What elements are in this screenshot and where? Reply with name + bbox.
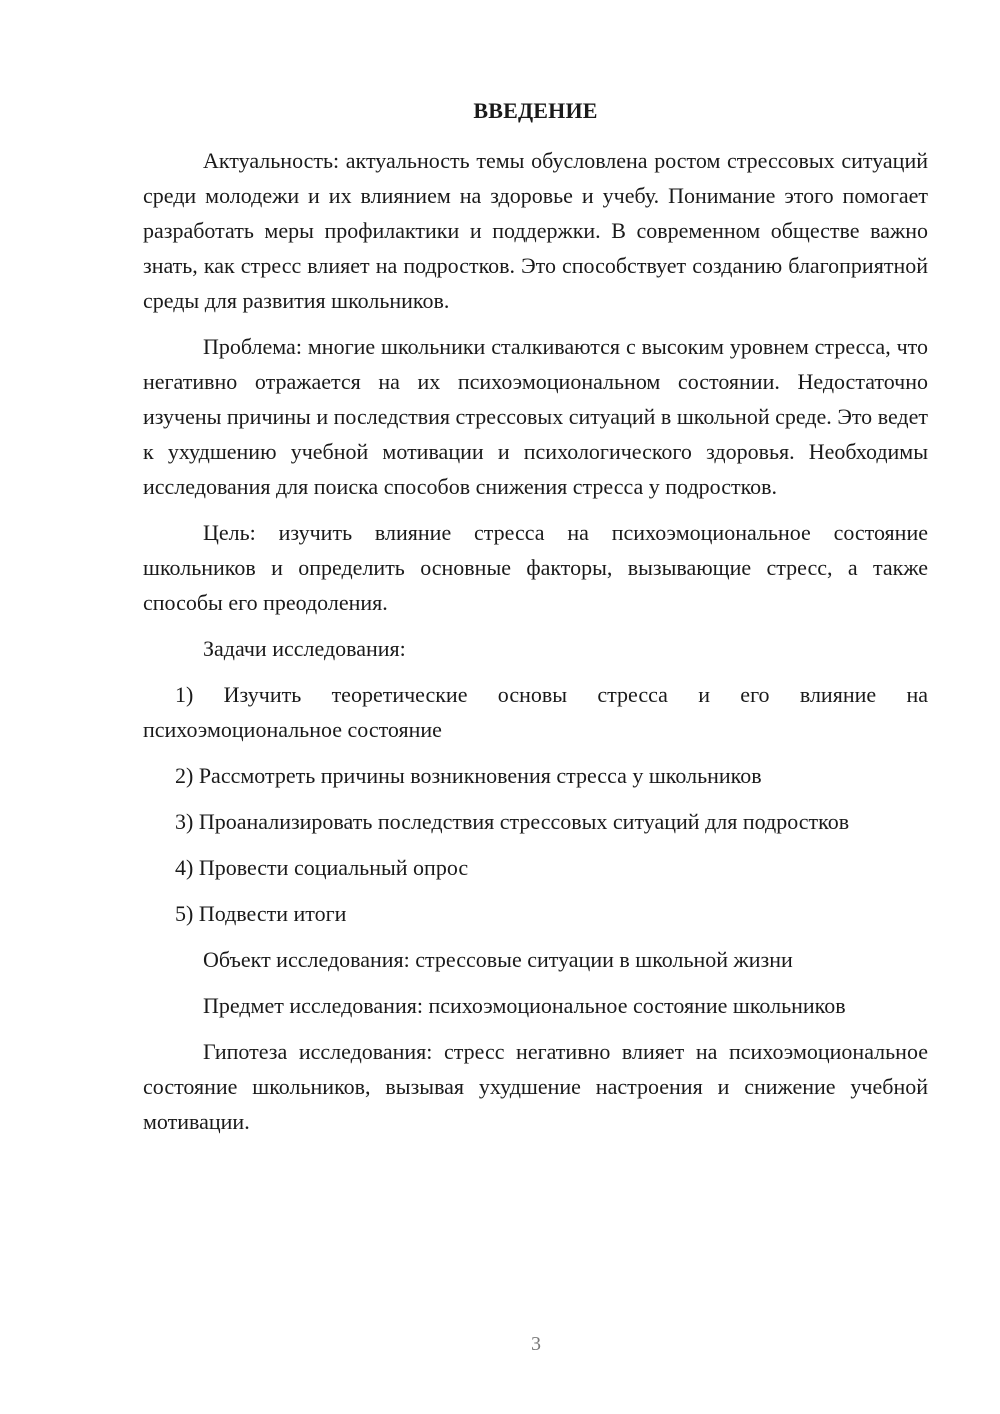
page-title: ВВЕДЕНИЕ (473, 98, 598, 123)
object-label: Объект исследования: (203, 947, 410, 972)
relevance-paragraph (143, 143, 928, 318)
page-number: 3 (531, 1333, 541, 1355)
task-item: 2) Рассмотреть причины возникновения стресса у школьников (175, 763, 762, 788)
task-item: 1) Изучить теоретические основы стресса и его влияние на психоэмоциональное состояние (143, 682, 928, 742)
task-item: 5) Подвести итоги (175, 901, 347, 926)
task-item: 4) Провести социальный опрос (175, 855, 469, 880)
object-paragraph (143, 942, 928, 977)
hypothesis-label: Гипотеза исследования: (203, 1039, 433, 1064)
subject-text: психоэмоциональное состояние школьников (428, 993, 846, 1018)
subject-paragraph (143, 988, 928, 1023)
goal-label: Цель: (203, 520, 256, 545)
relevance-label: Актуальность: (203, 148, 340, 173)
task-item: 3) Проанализировать последствия стрессовых ситуаций для подростков (175, 809, 850, 834)
goal-text: изучить влияние стресса на психоэмоциональное состояние школьников и определить основные факторы, вызывающие стресс, а также способы его преодоления. (143, 520, 928, 615)
problem-text: многие школьники сталкиваются с высоким уровнем стресса, что негативно отражается на их психоэмоциональном состоянии. Недостаточно изучены причины и последствия стрессовых ситуаций в школьной среде. Это ведет к ухудшению учебной мотивации и психологического здоровья. Необходимы исследования для поиска способов снижения стресса у подростков. (143, 334, 929, 499)
tasks-heading: Задачи исследования: (203, 636, 406, 661)
page-content (143, 93, 928, 1150)
relevance-text: актуальность темы обусловлена ростом стрессовых ситуаций среди молодежи и их влиянием на здоровье и учебу. Понимание этого помогает разработать меры профилактики и поддержки. В современном обществе важно знать, как стресс влияет на подростков. Это способствует созданию благоприятной среды для развития школьников. (143, 148, 928, 313)
goal-paragraph (143, 515, 928, 620)
problem-paragraph (143, 329, 928, 504)
object-text: стрессовые ситуации в школьной жизни (415, 947, 793, 972)
subject-label: Предмет исследования: (203, 993, 423, 1018)
hypothesis-text: стресс негативно влияет на психоэмоциональное состояние школьников, вызывая ухудшение настроения и снижение учебной мотивации. (143, 1039, 928, 1134)
problem-label: Проблема: (203, 334, 302, 359)
hypothesis-paragraph (143, 1034, 928, 1139)
